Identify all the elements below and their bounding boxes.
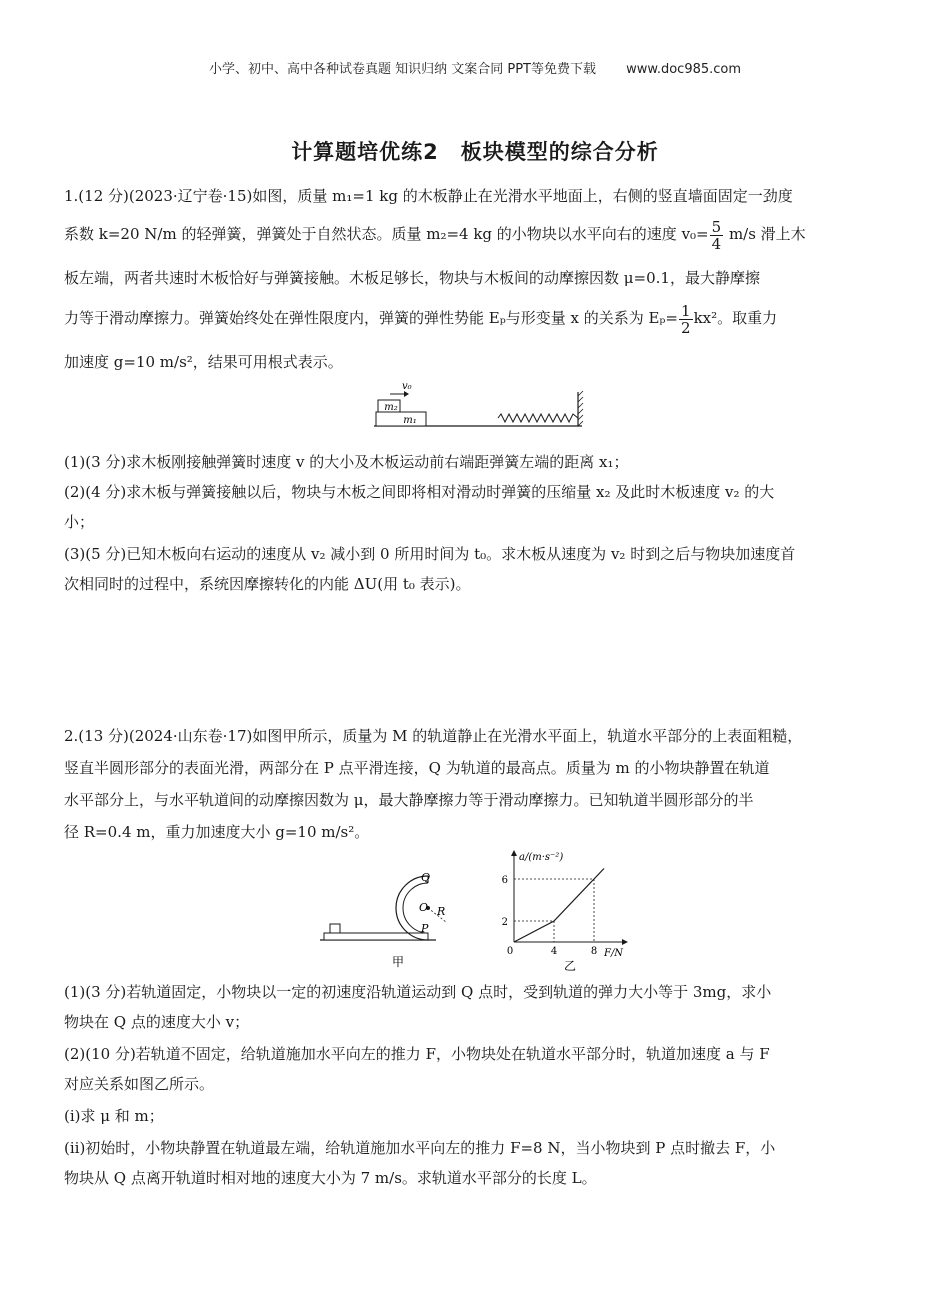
header-text: 小学、初中、高中各种试卷真题 知识归纳 文案合同 PPT等免费下载 (208, 62, 596, 77)
y-axis-arrow (511, 850, 517, 856)
q2-line-4: 径 R=0.4 m，重力加速度大小 g=10 m/s²。 (64, 823, 370, 841)
q1-part-2-line-2: 小； (64, 513, 95, 531)
label-Q: Q (421, 871, 431, 884)
q1-line-2b: m/s 滑上木 (724, 225, 806, 243)
spring (498, 414, 578, 422)
fraction-denominator: 2 (681, 318, 691, 337)
label-R: R (437, 905, 446, 918)
q1-figure-board-spring (370, 378, 590, 434)
label-O: O (419, 901, 429, 914)
fraction-numerator: 5 (711, 217, 722, 236)
q2-part-1-line-2: 物块在 Q 点的速度大小 v； (64, 1013, 250, 1031)
q1-line-1: 1.(12 分)(2023·辽宁卷·15)如图，质量 m₁=1 kg 的木板静止在光滑水平地面上，右侧的竖直墙面固定一劲度 (64, 187, 793, 205)
q2-part-2-i: (ⅰ)求 μ 和 m； (64, 1107, 164, 1125)
fraction-denominator: 4 (711, 234, 722, 253)
q2-part-2-line-2: 对应关系如图乙所示。 (64, 1075, 215, 1093)
board-m1 (376, 412, 426, 426)
q2-part-1-line-1: (1)(3 分)若轨道固定，小物块以一定的初速度沿轨道运动到 Q 点时，受到轨道的弹力大小等于 3mg，求小 (64, 983, 772, 1001)
q2-line-3: 水平部分上，与水平轨道间的动摩擦因数为 μ，最大静摩擦力等于滑动摩擦力。已知轨道半圆形部分的半 (64, 791, 754, 809)
q1-line-3: 板左端，两者共速时木板恰好与弹簧接触。木板足够长，物块与木板间的动摩擦因数 μ=0.1，最大静摩擦 (64, 269, 760, 287)
label-m2: m₂ (384, 402, 398, 413)
caption-jia: 甲 (392, 955, 405, 969)
wall-hatch (578, 391, 583, 426)
fraction-numerator: 1 (681, 301, 691, 320)
page-title: 计算题培优练2 板块模型的综合分析 (291, 140, 659, 164)
q1-part-3-line-1: (3)(5 分)已知木板向右运动的速度从 v₂ 减小到 0 所用时间为 t₀。求木板从速度为 v₂ 时到之后与物块加速度首 (64, 545, 796, 563)
label-P: P (421, 922, 429, 935)
q1-fraction-v0 (710, 219, 724, 252)
small-block (330, 924, 340, 933)
q2-part-2-line-1: (2)(10 分)若轨道不固定，给轨道施加水平向左的推力 F，小物块处在轨道水平部分时，轨道加速度 a 与 F (64, 1045, 770, 1063)
q1-part-3-line-2: 次相同时的过程中，系统因摩擦转化的内能 ΔU(用 t₀ 表示)。 (64, 575, 471, 593)
q2-line-1: 2.(13 分)(2024·山东卷·17)如图甲所示，质量为 M 的轨道静止在光滑水平面上，轨道水平部分的上表面粗糙， (64, 727, 803, 745)
q2-part-2-ii-line-1: (ⅱ)初始时，小物块静置在轨道最左端，给轨道施加水平向左的推力 F=8 N，当小物块到 P 点时撤去 F，小 (64, 1139, 776, 1157)
y-axis-label: a/(m·s⁻²) (519, 852, 564, 863)
q2-line-2: 竖直半圆形部分的表面光滑，两部分在 P 点平滑连接，Q 为轨道的最高点。质量为 m 的小物块静置在轨道 (64, 759, 770, 777)
page-header (0, 58, 950, 77)
q1-line-4b: kx²。取重力 (693, 309, 778, 327)
label-m1: m₁ (403, 415, 417, 426)
x-tick-label: 4 (550, 946, 558, 957)
label-v0: v₀ (402, 381, 412, 392)
x-axis-label: F/N (604, 948, 624, 959)
q1-line-2a: 系数 k=20 N/m 的轻弹簧，弹簧处于自然状态。质量 m₂=4 kg 的小物块以水平向右的速度 v₀= (64, 225, 709, 243)
series-line (514, 869, 604, 943)
header-site[interactable]: www.doc985.com (626, 62, 742, 77)
q2-figure-acceleration-chart (490, 848, 640, 974)
q2-part-2-ii-line-2: 物块从 Q 点离开轨道时相对地的速度大小为 7 m/s。求轨道水平部分的长度 L。 (64, 1169, 597, 1187)
q1-line-5: 加速度 g=10 m/s²，结果可用根式表示。 (64, 353, 343, 371)
q1-line-2 (64, 218, 890, 252)
q1-line-4a: 力等于滑动摩擦力。弹簧始终处在弹性限度内，弹簧的弹性势能 Eₚ与形变量 x 的关系为 Eₚ= (64, 309, 679, 327)
q1-part-2-line-1: (2)(4 分)求木板与弹簧接触以后，物块与木板之间即将相对滑动时弹簧的压缩量 x₂ 及此时木板速度 v₂ 的大 (64, 483, 775, 501)
x-axis-arrow (622, 939, 628, 945)
q1-fraction-half (679, 303, 693, 336)
tick-label-origin: 0 (506, 946, 514, 957)
caption-yi: 乙 (564, 959, 577, 973)
q1-part-1: (1)(3 分)求木板刚接触弹簧时速度 v 的大小及木板运动前右端距弹簧左端的距离 x₁； (64, 453, 629, 471)
y-tick-label: 6 (501, 875, 508, 886)
y-tick-label: 2 (501, 917, 508, 928)
x-tick-label: 8 (590, 946, 598, 957)
q1-line-4 (64, 302, 890, 336)
q2-figure-track (318, 860, 468, 972)
